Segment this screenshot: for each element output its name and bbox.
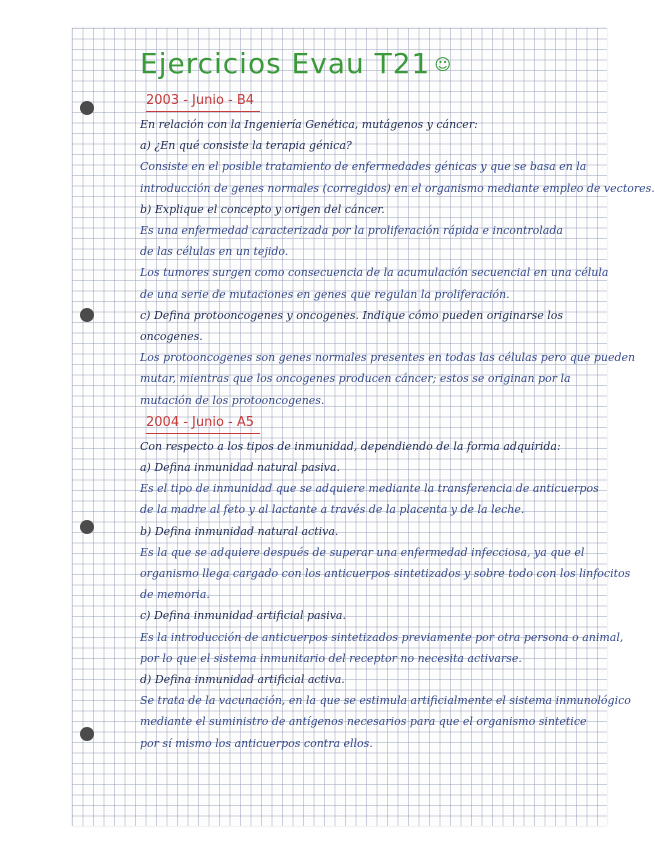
answer-line: de una serie de mutaciones en genes que regulan la proliferación. [140,287,510,301]
answer-line: mutación de los protooncogenes. [140,393,325,407]
answer-line: Es la que se adquiere después de superar una enfermedad infecciosa, ya que el [140,545,585,559]
page-title [140,44,603,85]
section-heading: 2004 - Junio - A5 [146,413,260,434]
exercise-section [138,411,631,754]
notes-content [138,44,655,754]
question-line: Con respecto a los tipos de inmunidad, dependiendo de la forma adquirida: [140,439,561,453]
binder-hole [80,101,94,115]
question-line: b) Defina inmunidad natural activa. [140,524,339,538]
answer-line: mediante el suministro de antígenos necesarios para que el organismo sintetice [140,715,587,729]
answer-line: de la madre al feto y al lactante a través de la placenta y de la leche. [140,503,525,517]
binder-hole [80,308,94,322]
answer-line: de memoria. [140,588,210,602]
question-line: a) ¿En qué consiste la terapia génica? [140,139,352,153]
question-line: En relación con la Ingeniería Genética, mutágenos y cáncer: [140,118,478,131]
binder-hole [80,727,94,741]
section-heading: 2003 - Junio - B4 [146,91,260,112]
answer-line: introducción de genes normales (corregidos) en el organismo mediante empleo de vectores. [140,181,655,195]
answer-line: Los protooncogenes son genes normales presentes en todas las células pero que pueden [140,351,636,365]
answer-line: mutar, mientras que los oncogenes producen cáncer; estos se originan por la [140,372,571,386]
answer-line: organismo llega cargado con los anticuerpos sintetizados y sobre todo con los linfocitos [140,567,631,581]
page-title-text: Ejercicios Evau T21 [140,47,431,80]
answer-line: Es el tipo de inmunidad que se adquiere mediante la transferencia de anticuerpos [140,482,599,496]
answer-line: Es la introducción de anticuerpos sintetizados previamente por otra persona o animal, [140,630,624,644]
exercise-sections [138,89,655,754]
answer-line: Consiste en el posible tratamiento de enfermedades génicas y que se basa en la [140,160,587,174]
answer-line: Es una enfermedad caracterizada por la proliferación rápida e incontrolada [140,224,563,238]
question-line: c) Defina inmunidad artificial pasiva. [140,609,346,623]
question-line: c) Defina protooncogenes y oncogenes. Indique cómo pueden originarse los [140,308,564,322]
answer-line: Se trata de la vacunación, en la que se estimula artificialmente el sistema inmunológico [140,694,631,708]
binder-hole [80,520,94,534]
question-line: d) Defina inmunidad artificial activa. [140,673,345,687]
answer-line: de las células en un tejido. [140,245,289,259]
question-line: b) Explique el concepto y origen del cáncer. [140,202,385,216]
question-line: a) Defina inmunidad natural pasiva. [140,461,341,475]
answer-line: Los tumores surgen como consecuencia de la acumulación secuencial en una célula [140,266,609,280]
question-line: oncogenes. [140,330,203,344]
smiley-doodle: ☺ [434,55,453,74]
exercise-section [138,89,655,411]
answer-line: por sí mismo los anticuerpos contra ellos. [140,736,373,750]
answer-line: por lo que el sistema inmunitario del receptor no necesita activarse. [140,651,522,665]
